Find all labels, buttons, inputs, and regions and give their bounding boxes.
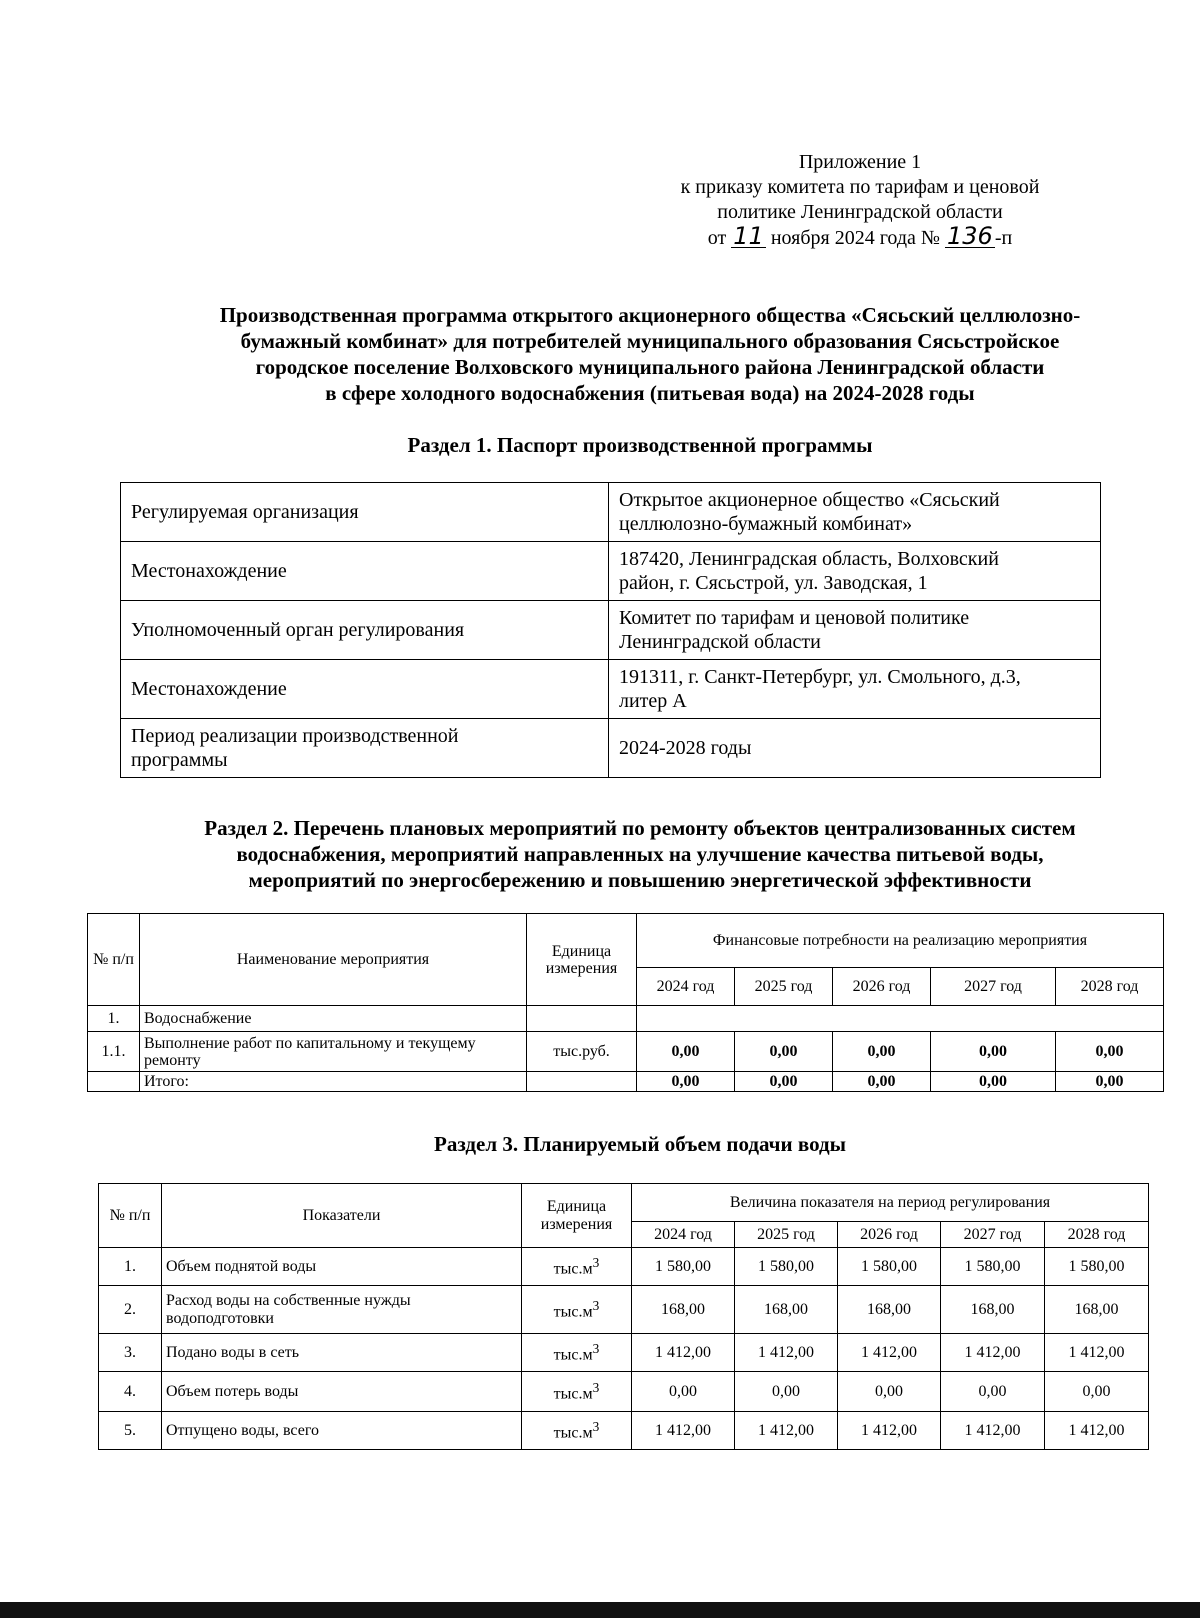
row-name: Объем потерь воды (162, 1372, 522, 1412)
passport-value (609, 660, 1101, 719)
row-number (88, 1072, 140, 1092)
row-name: Водоснабжение (140, 1006, 527, 1032)
row-value: 1 412,00 (838, 1412, 941, 1450)
appendix-order-ref: к приказу комитета по тарифам и ценовой (680, 176, 1040, 198)
year-header: 2027 год (931, 968, 1056, 1006)
passport-value-line: 191311, г. Санкт-Петербург, ул. Смольного, д.3, (619, 666, 1021, 688)
handwritten-day: 11 (733, 222, 764, 250)
date-prefix: от (707, 227, 727, 249)
passport-value-line: Открытое акционерное общество «Сясьский (619, 489, 1000, 511)
row-number: 3. (99, 1334, 162, 1372)
row-value: 1 580,00 (941, 1248, 1045, 1286)
row-value: 0,00 (931, 1032, 1056, 1072)
col-number-header: № п/п (99, 1184, 162, 1248)
passport-value-line: район, г. Сясьстрой, ул. Заводская, 1 (619, 572, 928, 594)
table-row (88, 1032, 1164, 1072)
date-middle: ноября 2024 года № (770, 227, 940, 249)
title-line-3: городское поселение Волховского муниципального района Ленинградской области (255, 355, 1045, 379)
row-value: 1 412,00 (941, 1412, 1045, 1450)
year-header: 2028 год (1045, 1222, 1149, 1248)
row-number: 2. (99, 1286, 162, 1334)
row-unit (522, 1334, 632, 1372)
passport-value-line: 187420, Ленинградская область, Волховский (619, 548, 999, 570)
row-value: 0,00 (632, 1372, 735, 1412)
passport-value-line: Ленинградской области (619, 631, 821, 653)
row-name: Объем поднятой воды (162, 1248, 522, 1286)
passport-row (121, 660, 1101, 719)
section1-heading-text: Раздел 1. Паспорт производственной программы (407, 433, 873, 457)
row-value: 1 580,00 (1045, 1248, 1149, 1286)
col-unit-header: Единица измерения (527, 914, 637, 1006)
row-value: 0,00 (637, 1032, 735, 1072)
table-row (88, 1006, 1164, 1032)
row-value: 1 412,00 (735, 1412, 838, 1450)
total-value: 0,00 (833, 1072, 931, 1092)
unit-sup: 3 (592, 1298, 600, 1314)
section2-heading-line: водоснабжения, мероприятий направленных на улучшение качества питьевой воды, (236, 842, 1044, 866)
section3-heading-text: Раздел 3. Планируемый объем подачи воды (434, 1132, 846, 1156)
unit-text: тыс.м (553, 1346, 593, 1364)
row-value: 0,00 (941, 1372, 1045, 1412)
appendix-date-line (600, 222, 1120, 251)
table-row (99, 1334, 1149, 1372)
row-unit: тыс.руб. (527, 1032, 637, 1072)
row-value: 1 580,00 (735, 1248, 838, 1286)
row-value: 1 412,00 (941, 1334, 1045, 1372)
passport-table (120, 482, 1101, 778)
row-value: 1 412,00 (632, 1412, 735, 1450)
year-header: 2024 год (637, 968, 735, 1006)
row-unit (522, 1412, 632, 1450)
section1-heading (80, 432, 1200, 458)
section2-heading-line: Раздел 2. Перечень плановых мероприятий по ремонту объектов централизованных систем (204, 816, 1076, 840)
unit-text: тыс.м (553, 1424, 593, 1442)
year-header: 2026 год (833, 968, 931, 1006)
row-value: 0,00 (735, 1032, 833, 1072)
passport-row (121, 542, 1101, 601)
row-number: 1.1. (88, 1032, 140, 1072)
row-value: 1 412,00 (1045, 1334, 1149, 1372)
row-unit (522, 1248, 632, 1286)
row-number: 4. (99, 1372, 162, 1412)
passport-row (121, 483, 1101, 542)
row-value: 168,00 (632, 1286, 735, 1334)
row-unit (527, 1006, 637, 1032)
passport-label: Местонахождение (121, 542, 609, 601)
row-value: 1 580,00 (838, 1248, 941, 1286)
col-name-header: Наименование мероприятия (140, 914, 527, 1006)
unit-sup: 3 (592, 1255, 600, 1271)
year-header: 2027 год (941, 1222, 1045, 1248)
title-line-4: в сфере холодного водоснабжения (питьевая вода) на 2024-2028 годы (325, 381, 975, 405)
total-row (88, 1072, 1164, 1092)
measures-header-row (88, 914, 1164, 968)
row-value: 1 412,00 (632, 1334, 735, 1372)
row-value: 1 412,00 (838, 1334, 941, 1372)
row-value: 1 580,00 (632, 1248, 735, 1286)
row-value: 168,00 (1045, 1286, 1149, 1334)
col-number-header: № п/п (88, 914, 140, 1006)
row-value: 0,00 (838, 1372, 941, 1412)
total-value: 0,00 (1056, 1072, 1164, 1092)
row-value: 0,00 (1045, 1372, 1149, 1412)
total-value: 0,00 (735, 1072, 833, 1092)
row-value: 1 412,00 (1045, 1412, 1149, 1450)
unit-text: тыс.м (553, 1260, 593, 1278)
row-unit (527, 1072, 637, 1092)
row-number: 1. (99, 1248, 162, 1286)
year-header: 2025 год (735, 968, 833, 1006)
row-name: Подано воды в сеть (162, 1334, 522, 1372)
col-unit-header: Единица измерения (522, 1184, 632, 1248)
row-name: Отпущено воды, всего (162, 1412, 522, 1450)
handwritten-order-number: 136 (947, 222, 993, 250)
passport-label: Уполномоченный орган регулирования (121, 601, 609, 660)
total-value: 0,00 (931, 1072, 1056, 1092)
col-finance-header: Финансовые потребности на реализацию мероприятия (637, 914, 1164, 968)
passport-label-line: Период реализации производственной (131, 725, 459, 747)
passport-row (121, 601, 1101, 660)
document-title (120, 302, 1180, 406)
passport-value (609, 483, 1101, 542)
measures-table (87, 913, 1164, 1092)
table-row (99, 1412, 1149, 1450)
unit-sup: 3 (592, 1341, 600, 1357)
row-number: 5. (99, 1412, 162, 1450)
passport-value (609, 542, 1101, 601)
section2-heading-line: мероприятий по энергосбережению и повышению энергетической эффективности (248, 868, 1032, 892)
row-value: 168,00 (838, 1286, 941, 1334)
passport-label (121, 719, 609, 778)
passport-value-line: литер А (619, 690, 687, 712)
row-name: Расход воды на собственные нужды водоподготовки (162, 1286, 522, 1334)
passport-label-line: программы (131, 749, 228, 771)
passport-label: Местонахождение (121, 660, 609, 719)
scan-edge-bar (0, 1602, 1200, 1618)
appendix-committee: политике Ленинградской области (717, 201, 1003, 223)
unit-text: тыс.м (553, 1385, 593, 1403)
appendix-header (600, 150, 1120, 251)
passport-value-line: Комитет по тарифам и ценовой политике (619, 607, 970, 629)
row-value: 1 412,00 (735, 1334, 838, 1372)
row-unit (522, 1372, 632, 1412)
year-header: 2025 год (735, 1222, 838, 1248)
table-row (99, 1286, 1149, 1334)
title-line-2: бумажный комбинат» для потребителей муниципального образования Сясьстройское (240, 329, 1060, 353)
col-name-header: Показатели (162, 1184, 522, 1248)
row-value: 168,00 (941, 1286, 1045, 1334)
passport-value-line: целлюлозно-бумажный комбинат» (619, 513, 913, 535)
passport-value: 2024-2028 годы (609, 719, 1101, 778)
section3-heading (80, 1131, 1200, 1157)
row-value: 168,00 (735, 1286, 838, 1334)
year-header: 2028 год (1056, 968, 1164, 1006)
row-unit (522, 1286, 632, 1334)
row-number: 1. (88, 1006, 140, 1032)
table-row (99, 1248, 1149, 1286)
unit-sup: 3 (592, 1380, 600, 1396)
row-name: Выполнение работ по капитальному и текущему ремонту (140, 1032, 527, 1072)
passport-row (121, 719, 1101, 778)
water-header-row (99, 1184, 1149, 1222)
total-label: Итого: (140, 1072, 527, 1092)
row-empty-values (637, 1006, 1164, 1032)
unit-sup: 3 (592, 1419, 600, 1435)
year-header: 2026 год (838, 1222, 941, 1248)
section2-heading (80, 815, 1200, 893)
col-period-header: Величина показателя на период регулирования (632, 1184, 1149, 1222)
total-value: 0,00 (637, 1072, 735, 1092)
title-line-1: Производственная программа открытого акционерного общества «Сясьский целлюлозно- (219, 303, 1081, 327)
row-value: 0,00 (833, 1032, 931, 1072)
row-value: 0,00 (1056, 1032, 1164, 1072)
unit-text: тыс.м (553, 1303, 593, 1321)
table-row (99, 1372, 1149, 1412)
row-value: 0,00 (735, 1372, 838, 1412)
number-suffix: -п (994, 227, 1013, 249)
passport-value (609, 601, 1101, 660)
passport-label: Регулируемая организация (121, 483, 609, 542)
appendix-title: Приложение 1 (798, 151, 922, 173)
year-header: 2024 год (632, 1222, 735, 1248)
water-supply-table (98, 1183, 1149, 1450)
